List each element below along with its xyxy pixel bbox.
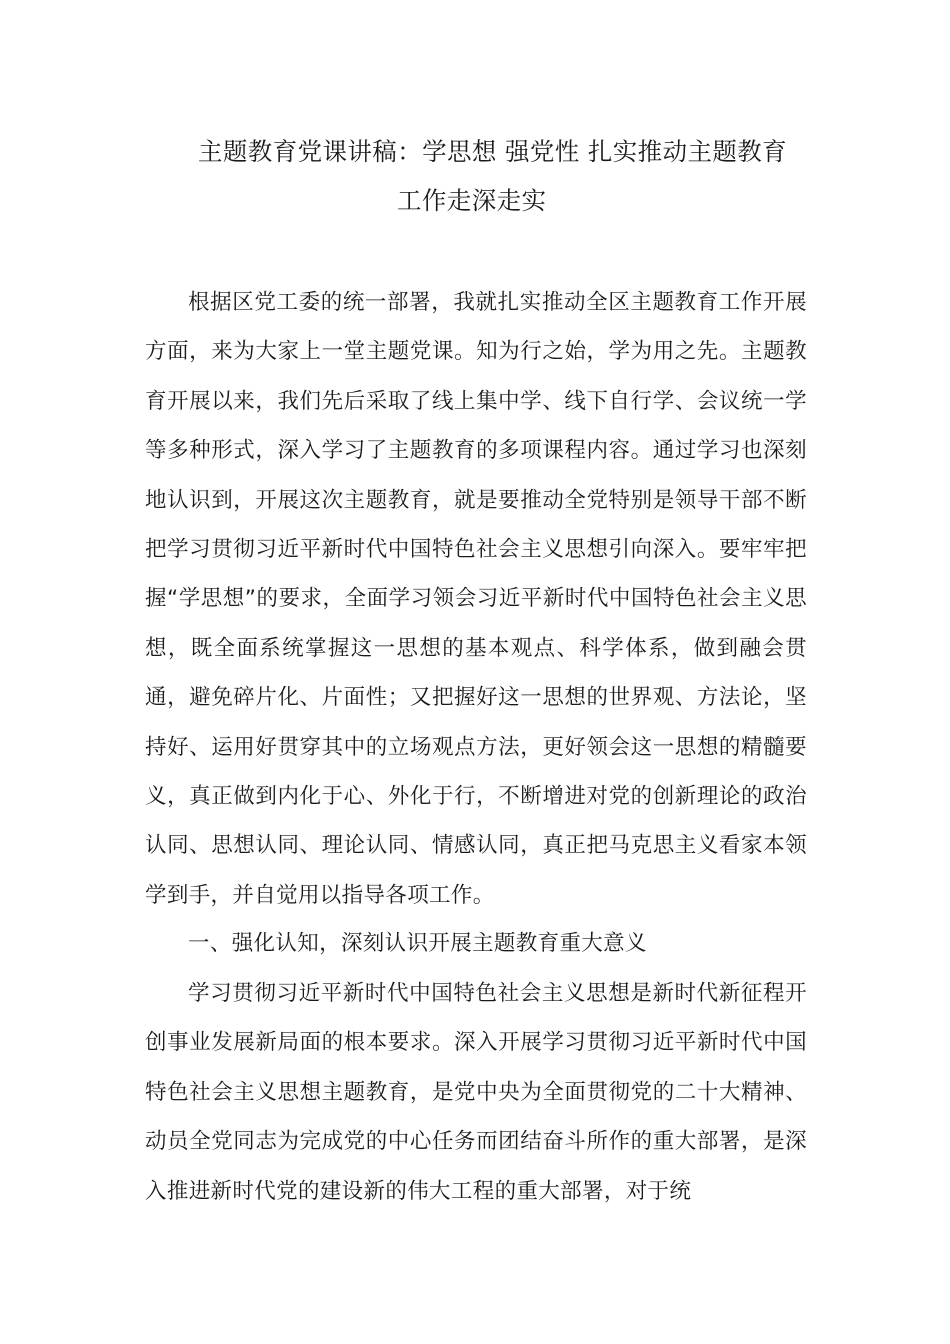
document-title-line-2: 工作走深走实 <box>397 186 547 215</box>
body-paragraph-section-1: 学习贯彻习近平新时代中国特色社会主义思想是新时代新征程开创事业发展新局面的根本要求。深入开展学习贯彻习近平新时代中国特色社会主义思想主题教育，是党中央为全面贯彻党的二十大精神、动员全党同志为完成党的中心任务而团结奋斗所作的重大部署，是深入推进新时代党的建设新的伟大工程的重大部署，对于统 <box>145 981 807 1204</box>
body-paragraph-intro: 根据区党工委的统一部署，我就扎实推动全区主题教育工作开展方面，来为大家上一堂主题党课。知为行之始，学为用之先。主题教育开展以来，我们先后采取了线上集中学、线下自行学、会议统一学等多种形式，深入学习了主题教育的多项课程内容。通过学习也深刻地认识到，开展这次主题教育，就是要推动全党特别是领导干部不断把学习贯彻习近平新时代中国特色社会主义思想引向深入。要牢牢把握“学思想”的要求，全面学习领会习近平新时代中国特色社会主义思想，既全面系统掌握这一思想的基本观点、科学体系，做到融会贯通，避免碎片化、片面性；又把握好这一思想的世界观、方法论，坚持好、运用好贯穿其中的立场观点方法，更好领会这一思想的精髓要义，真正做到内化于心、外化于行，不断增进对党的创新理论的政治认同、思想认同、理论认同、情感认同，真正把马克思主义看家本领学到手，并自觉用以指导各项工作。 <box>145 290 807 908</box>
section-heading-1: 一、强化认知，深刻认识开展主题教育重大意义 <box>188 931 647 956</box>
document-title-line-1: 主题教育党课讲稿：学思想 强党性 扎实推动主题教育 <box>198 137 788 166</box>
